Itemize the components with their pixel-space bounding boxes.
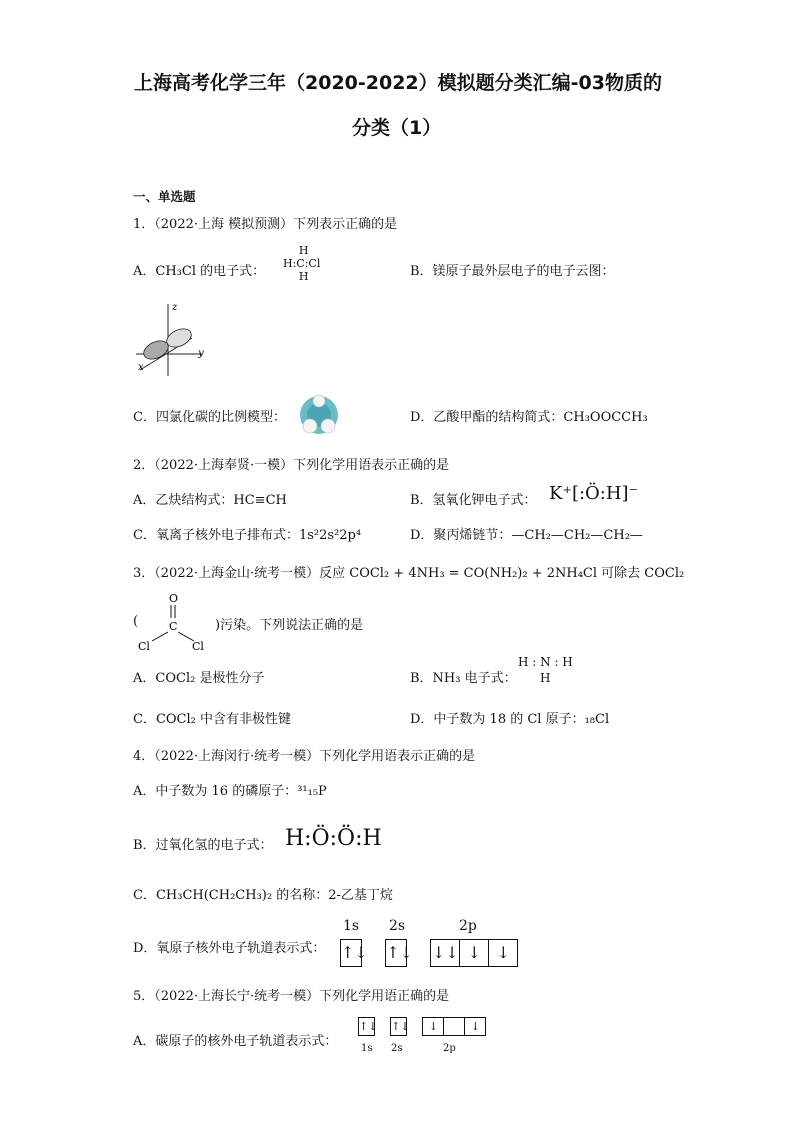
- q5-label-2s: 2s: [391, 1043, 403, 1054]
- q4-stem: 4．（2022·上海闵行·统考一模）下列化学用语表示正确的是: [133, 749, 476, 764]
- q3-option-d: D．中子数为 18 的 Cl 原子：₁₈Cl: [410, 712, 610, 727]
- q4-d-label-1s: 1s: [343, 918, 360, 934]
- orbital-box: [443, 1017, 465, 1036]
- label-y: y: [198, 348, 204, 359]
- q1-option-a: A．CH₃Cl 的电子式：: [133, 264, 266, 279]
- atom-sphere: [303, 419, 317, 433]
- q2-option-c: C．氧离子核外电子排布式：1s²2s²2p⁴: [133, 528, 362, 543]
- orbital-box: ↑↓: [358, 1017, 375, 1036]
- formula-top: H: [298, 244, 309, 257]
- ccl4-model-image: [296, 392, 342, 438]
- atom-cl-left: Cl: [138, 640, 150, 653]
- q3-open-paren: (: [133, 614, 139, 629]
- orbital-box: ↓: [464, 1017, 486, 1036]
- atom-cl-right: Cl: [192, 640, 204, 653]
- orbital-box: ↑↓: [340, 939, 362, 967]
- q4-option-a: A．中子数为 16 的磷原子：³¹₁₅P: [133, 784, 327, 799]
- section-heading: 一、单选题: [133, 189, 196, 204]
- atom-sphere: [313, 395, 325, 407]
- q5-a-orbital-diagram: [358, 1016, 485, 1036]
- q5-stem: 5．（2022·上海长宁·统考一模）下列化学用语正确的是: [133, 989, 450, 1004]
- orbital-box: ↓: [459, 939, 489, 967]
- q5-label-2p: 2p: [443, 1043, 456, 1054]
- q5-option-a: A．碳原子的核外电子轨道表示式：: [133, 1034, 338, 1049]
- electron-cloud-figure: [132, 298, 212, 378]
- label-x: x: [138, 362, 144, 373]
- q2-b-formula: K⁺[:Ö:H]⁻: [549, 483, 639, 504]
- q1-a-electron-formula: [283, 244, 320, 283]
- q4-option-c: C．CH₃CH(CH₂CH₃)₂ 的名称：2-乙基丁烷: [133, 888, 393, 903]
- formula-mid: H:C:Cl: [283, 257, 321, 270]
- q5-label-1s: 1s: [361, 1043, 373, 1054]
- q3-option-a: A．COCl₂ 是极性分子: [133, 671, 265, 686]
- q4-option-b: B．过氧化氢的电子式：: [133, 838, 273, 853]
- q3-option-c: C．COCl₂ 中含有非极性键: [133, 712, 291, 727]
- q1-option-b: B．镁原子最外层电子的电子云图：: [410, 264, 615, 279]
- orbital-box: ↓↓: [430, 939, 460, 967]
- q2-option-d: D．聚丙烯链节：—CH₂—CH₂—CH₂—: [410, 528, 643, 543]
- formula-bottom: H: [540, 671, 551, 685]
- q3-stem: 3．（2022·上海金山·统考一模）反应 COCl₂ + 4NH₃ = CO(NH₂)₂ + 2NH₄Cl 可除去 COCl₂: [133, 566, 685, 581]
- q2-option-b: B．氢氧化钾电子式：: [410, 493, 537, 508]
- atom-o: O: [169, 592, 179, 605]
- q4-d-orbital-diagram: [340, 939, 517, 967]
- q2-option-a: A．乙炔结构式：HC≡CH: [133, 493, 287, 508]
- atom-sphere: [321, 419, 335, 433]
- doc-title-line2: 分类（1）: [352, 117, 442, 139]
- q4-d-label-2s: 2s: [389, 918, 406, 934]
- q1-stem: 1．（2022·上海 模拟预测）下列表示正确的是: [133, 217, 398, 232]
- q4-b-formula: H:Ö:Ö:H: [285, 826, 382, 851]
- label-z: z: [172, 302, 178, 313]
- q3-stem-tail: )污染。下列说法正确的是: [215, 618, 364, 633]
- cocl2-structure: [134, 588, 214, 654]
- q4-d-label-2p: 2p: [459, 918, 477, 934]
- formula-top: H : N : H: [518, 655, 573, 669]
- orbital-box: ↓: [422, 1017, 444, 1036]
- q1-option-d: D．乙酸甲酯的结构简式：CH₃OOCCH₃: [410, 410, 648, 425]
- q1-option-c: C．四氯化碳的比例模型：: [133, 410, 286, 425]
- orbital-box: ↑↓: [385, 939, 407, 967]
- formula-bottom: H: [298, 270, 309, 283]
- doc-title-line1: 上海高考化学三年（2020-2022）模拟题分类汇编-03物质的: [134, 72, 662, 94]
- q2-stem: 2．（2022·上海奉贤·一模）下列化学用语表示正确的是: [133, 458, 450, 473]
- orbital-box: ↓: [488, 939, 518, 967]
- q4-option-d: D．氧原子核外电子轨道表示式：: [133, 941, 326, 956]
- q3-option-b: B．NH₃ 电子式：: [410, 671, 517, 686]
- q3-b-formula: [518, 654, 573, 686]
- atom-c: C: [169, 620, 178, 633]
- orbital-box: ↑↓: [390, 1017, 407, 1036]
